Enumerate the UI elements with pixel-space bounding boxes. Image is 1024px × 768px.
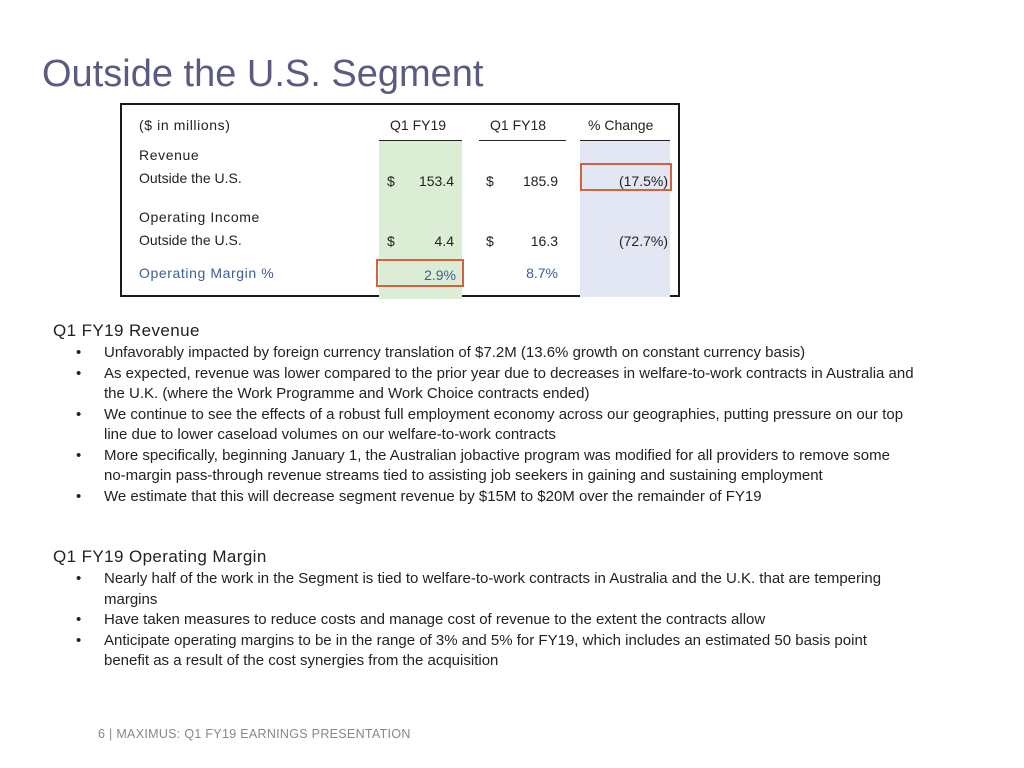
revenue-section-heading: Q1 FY19 Revenue [53, 321, 200, 340]
units-label: ($ in millions) [139, 117, 231, 133]
financial-table [120, 103, 680, 297]
list-item [0, 405, 914, 446]
operating-margin-q1fy19-value: 2.9% [424, 267, 456, 283]
bullet-marker: • [76, 364, 82, 382]
revenue-change-value: (17.5%) [618, 173, 668, 189]
revenue-bullet-list [0, 343, 914, 507]
header-rule-q1fy18 [479, 140, 566, 141]
bullet-marker: • [76, 405, 82, 423]
operating-income-section-label: Operating Income [139, 209, 260, 225]
revenue-change-highlight [580, 163, 672, 191]
operating-income-q1fy18-value: 16.3 [530, 233, 558, 249]
page-title: Outside the U.S. Segment [42, 53, 484, 95]
bullet-text: Unfavorably impacted by foreign currency translation of $7.2M (13.6% growth on constant currency basis) [104, 344, 806, 361]
list-item [0, 364, 914, 405]
list-item [0, 446, 914, 487]
bullet-text: Have taken measures to reduce costs and manage cost of revenue to the extent the contracts allow [104, 611, 766, 628]
bullet-marker: • [76, 631, 82, 649]
bullet-marker: • [76, 344, 82, 361]
bullet-text: Anticipate operating margins to be in the range of 3% and 5% for FY19, which includes an estimated 50 basis point benefit as a result of the cost synergies from the acquisition [104, 631, 867, 669]
column-header-q1fy19: Q1 FY19 [390, 117, 447, 133]
operating-income-change-value: (72.7%) [618, 233, 668, 249]
column-header-change: % Change [588, 117, 654, 133]
bullet-text: We continue to see the effects of a robust full employment economy across our geographies, putting pressure on our top line due to lower caseload volumes on our welfare-to-work contracts [104, 405, 904, 443]
bullet-marker: • [76, 487, 82, 505]
list-item [0, 487, 914, 508]
operating-income-row-label: Outside the U.S. [139, 232, 242, 248]
bullet-text: More specifically, beginning January 1, the Australian jobactive program was modified for all providers to remove some no-margin pass-through revenue streams tied to assisting job seekers in gaining and sustaining employment [104, 446, 890, 484]
revenue-q1fy18-value: 185.9 [522, 173, 558, 189]
operating-margin-row-label: Operating Margin % [139, 265, 275, 281]
bullet-text: Nearly half of the work in the Segment is tied to welfare-to-work contracts in Australia and the U.K. that are tempering margins [104, 570, 882, 608]
column-header-q1fy18: Q1 FY18 [490, 117, 547, 133]
operating-margin-highlight [376, 259, 464, 287]
operating-margin-section-heading: Q1 FY19 Operating Margin [53, 547, 267, 566]
revenue-q1fy19-currency: $ [387, 173, 395, 189]
operating-income-q1fy18-currency: $ [486, 233, 494, 249]
revenue-q1fy19-value: 153.4 [418, 173, 454, 189]
bullet-marker: • [76, 611, 82, 628]
revenue-row-label: Outside the U.S. [139, 170, 242, 186]
header-rule-change [580, 140, 670, 141]
operating-income-q1fy19-value: 4.4 [434, 233, 454, 249]
bullet-text: We estimate that this will decrease segment revenue by $15M to $20M over the remainder of FY19 [104, 487, 762, 505]
operating-margin-q1fy18-value: 8.7% [526, 265, 558, 281]
operating-margin-bullet-list [0, 569, 914, 672]
header-rule-q1fy19 [379, 140, 462, 141]
bullet-marker: • [76, 446, 82, 464]
revenue-section-label: Revenue [139, 147, 200, 163]
operating-income-q1fy19-currency: $ [387, 233, 395, 249]
page-footer: 6 | MAXIMUS: Q1 FY19 EARNINGS PRESENTATION [98, 727, 411, 741]
revenue-q1fy18-currency: $ [486, 173, 494, 189]
list-item [0, 569, 914, 610]
list-item [0, 343, 914, 364]
list-item [0, 631, 914, 672]
list-item [0, 610, 914, 631]
bullet-marker: • [76, 570, 82, 587]
bullet-text: As expected, revenue was lower compared to the prior year due to decreases in welfare-to-work contracts in Australia and the U.K. (where the Work Programme and Work Choice contracts ended) [104, 364, 914, 402]
